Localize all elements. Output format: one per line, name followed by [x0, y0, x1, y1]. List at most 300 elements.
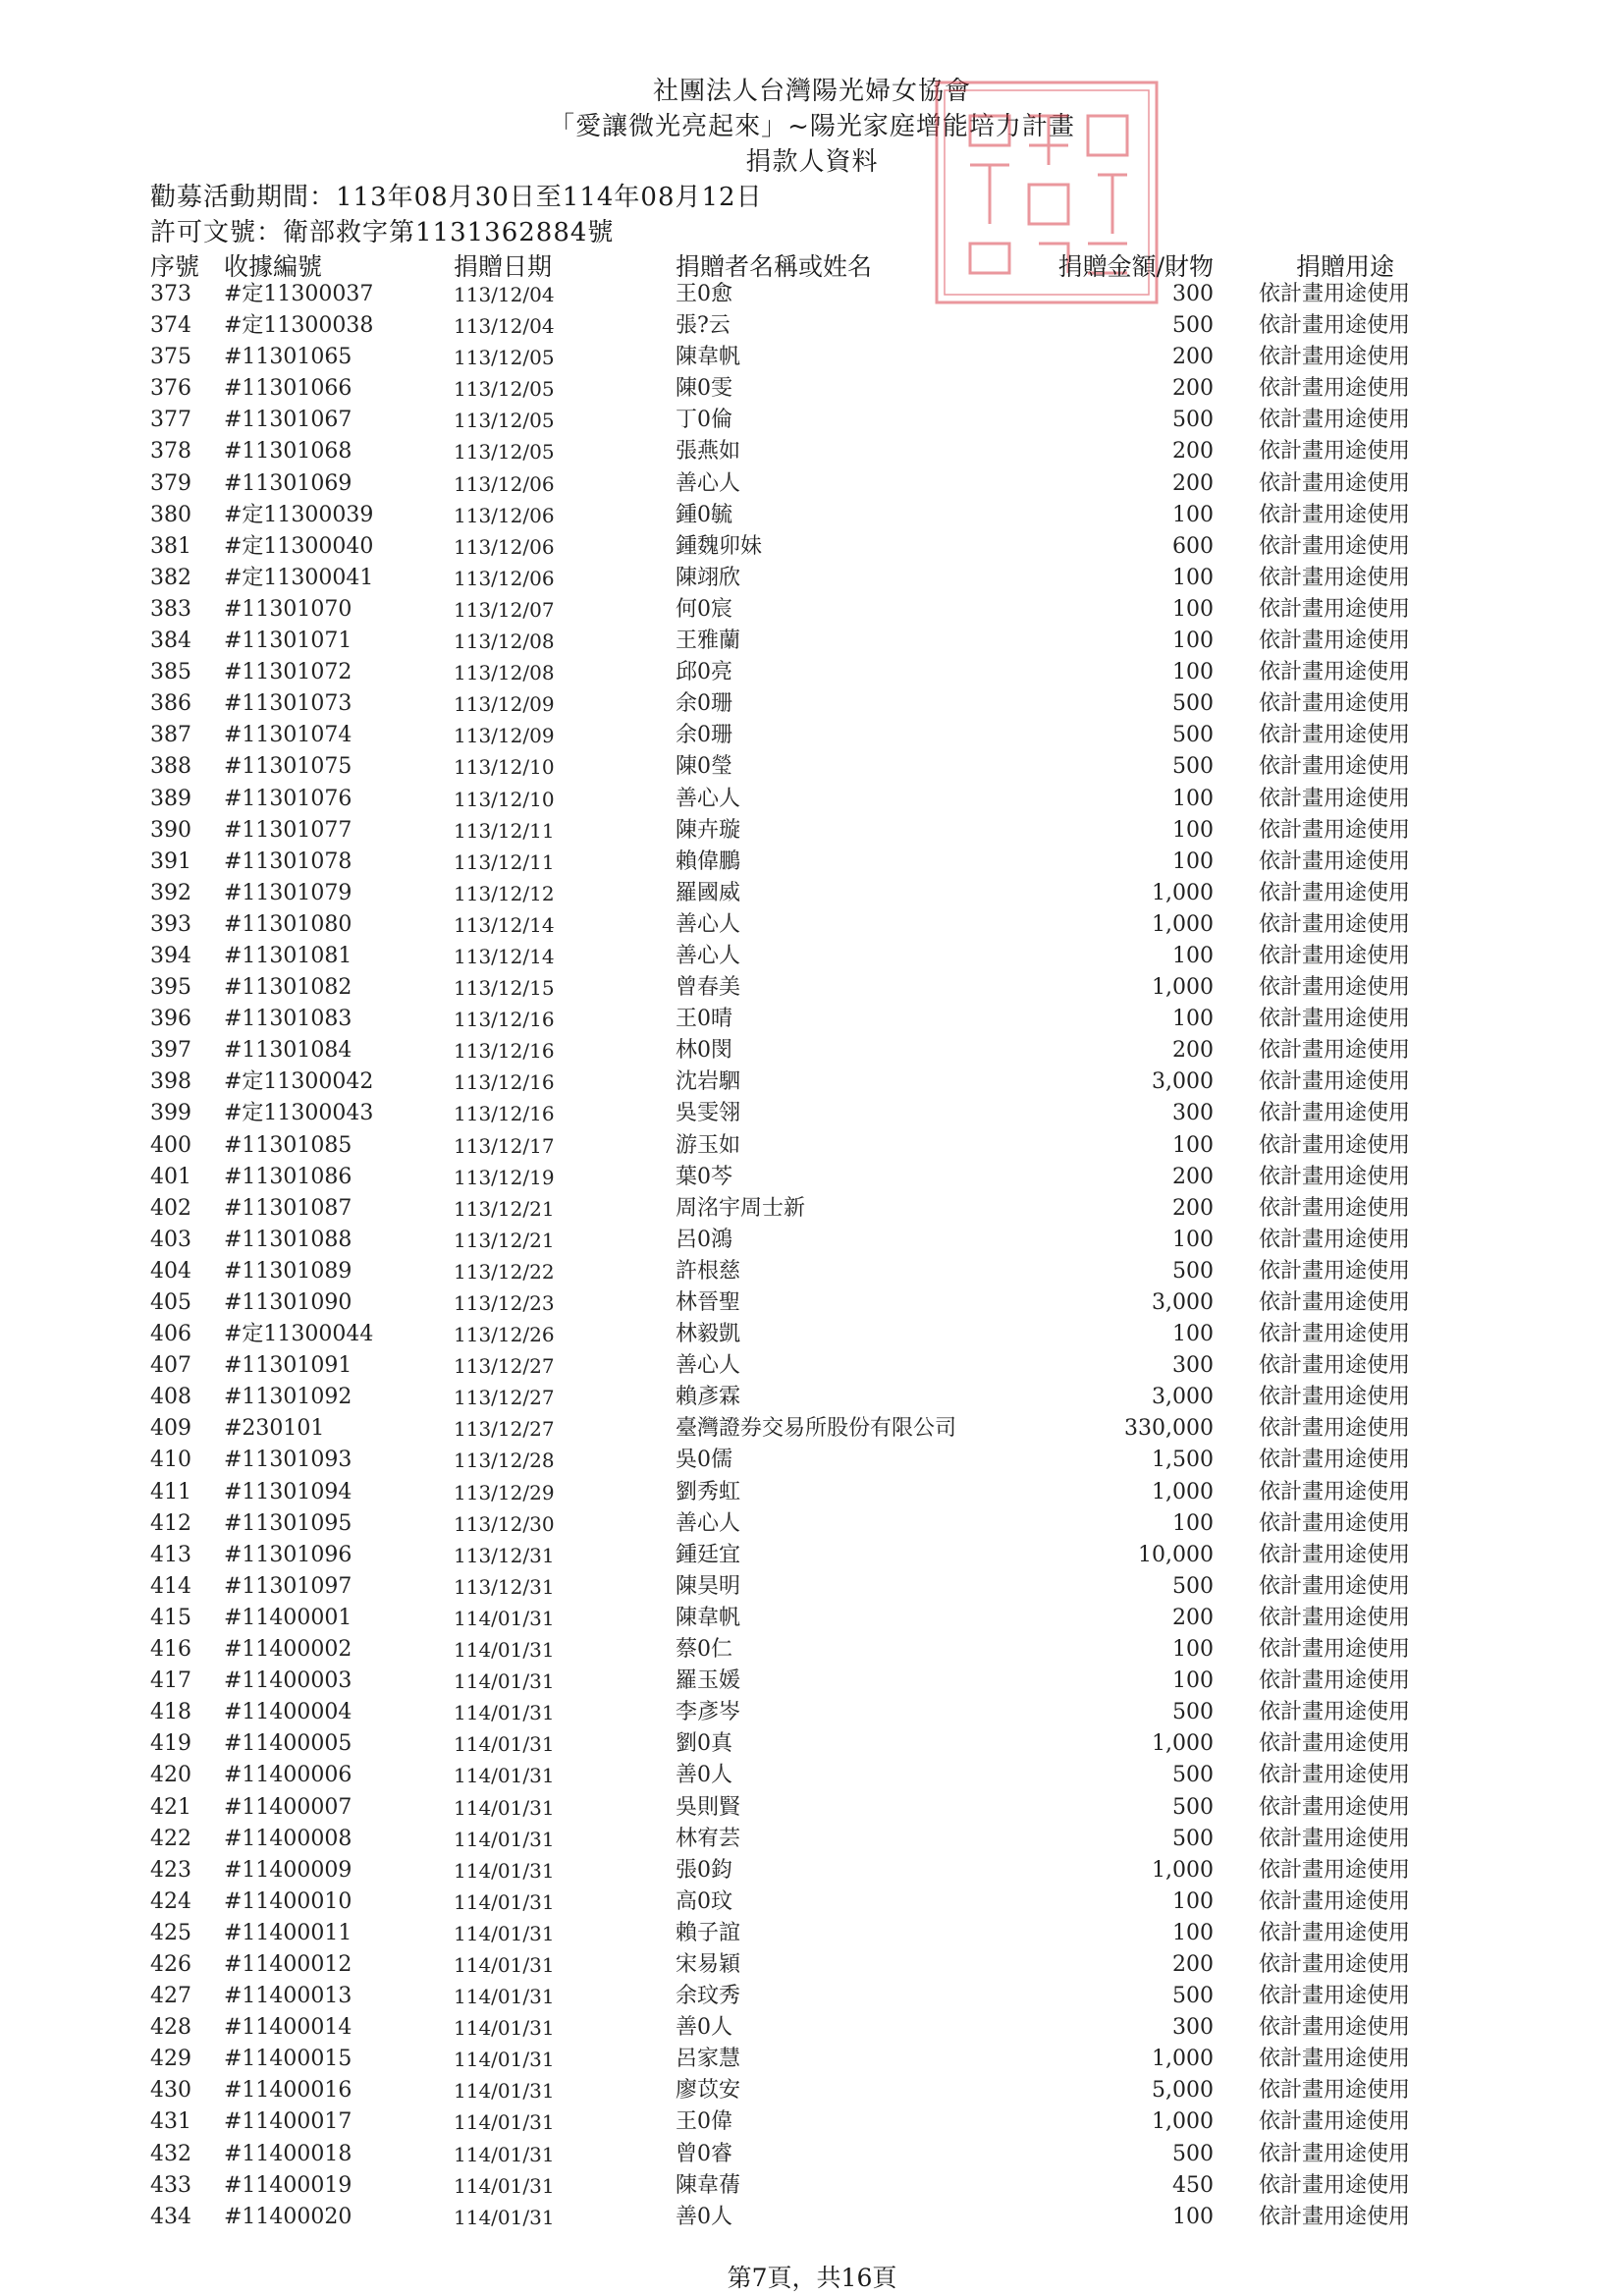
table-row	[0, 1792, 1624, 1824]
row-no: 381	[150, 533, 191, 559]
row-usage: 依計畫用途使用	[1259, 1510, 1411, 1536]
row-usage: 依計畫用途使用	[1259, 1605, 1411, 1630]
row-name: 呂0鴻	[676, 1227, 732, 1252]
page-number: 第7頁，共16頁	[727, 2264, 897, 2292]
row-receipt: #11400009	[224, 1857, 352, 1883]
header-amount: 捐贈金額/財物	[1057, 252, 1214, 281]
row-name: 劉0真	[676, 1731, 732, 1757]
row-receipt: #11301093	[224, 1448, 352, 1473]
table-row	[0, 1728, 1624, 1760]
row-date: 113/12/09	[454, 724, 555, 748]
row-receipt: #11301086	[224, 1164, 352, 1189]
row-usage: 依計畫用途使用	[1259, 943, 1411, 968]
table-row	[0, 2044, 1624, 2075]
row-usage: 依計畫用途使用	[1259, 880, 1411, 905]
row-no: 423	[150, 1857, 191, 1883]
row-receipt: #11400015	[224, 2047, 352, 2072]
row-amount: 1,000	[1152, 1731, 1214, 1757]
row-usage: 依計畫用途使用	[1259, 1479, 1411, 1504]
row-name: 善0人	[676, 2015, 732, 2041]
row-name: 王0偉	[676, 2109, 732, 2135]
row-usage: 依計畫用途使用	[1259, 1227, 1411, 1252]
table-row	[0, 1098, 1624, 1129]
table-row	[0, 2075, 1624, 2106]
table-row	[0, 909, 1624, 941]
row-date: 113/12/10	[454, 787, 555, 811]
table-row	[0, 878, 1624, 909]
row-name: 張?云	[676, 313, 731, 339]
header-receipt: 收據編號	[224, 252, 323, 281]
row-name: 賴子誼	[676, 1920, 741, 1945]
row-amount: 3,000	[1152, 1069, 1214, 1095]
row-no: 421	[150, 1794, 191, 1820]
row-receipt: #11301079	[224, 880, 352, 905]
header-no: 序號	[150, 252, 200, 281]
row-amount: 100	[1172, 629, 1214, 654]
row-amount: 100	[1172, 1007, 1214, 1032]
table-row	[0, 1413, 1624, 1445]
row-receipt: #11301087	[224, 1195, 352, 1221]
row-no: 420	[150, 1763, 191, 1788]
row-date: 113/12/16	[454, 1008, 555, 1032]
row-date: 113/12/16	[454, 1039, 555, 1064]
row-receipt: #11400004	[224, 1700, 352, 1725]
row-receipt: #定11300038	[224, 313, 374, 339]
row-receipt: #11301095	[224, 1510, 352, 1536]
table-row	[0, 1256, 1624, 1287]
table-row	[0, 1603, 1624, 1634]
table-row	[0, 1760, 1624, 1791]
row-date: 114/01/31	[454, 2205, 555, 2229]
row-name: 吳0儒	[676, 1448, 732, 1473]
row-receipt: #11301078	[224, 848, 352, 874]
row-usage: 依計畫用途使用	[1259, 786, 1411, 811]
row-no: 382	[150, 565, 191, 590]
row-date: 113/12/07	[454, 597, 555, 622]
row-name: 劉秀虹	[676, 1479, 741, 1504]
row-usage: 依計畫用途使用	[1259, 1069, 1411, 1095]
row-date: 113/12/11	[454, 818, 555, 843]
row-amount: 200	[1172, 1164, 1214, 1189]
table-row	[0, 941, 1624, 972]
row-name: 陳韋帆	[676, 345, 741, 370]
row-date: 113/12/27	[454, 1417, 555, 1442]
row-usage: 依計畫用途使用	[1259, 1826, 1411, 1851]
row-name: 陳韋蒨	[676, 2172, 741, 2198]
row-receipt: #11301080	[224, 911, 352, 937]
row-name: 許根慈	[676, 1258, 741, 1284]
row-no: 406	[150, 1322, 191, 1347]
row-amount: 100	[1172, 1132, 1214, 1158]
row-date: 113/12/05	[454, 377, 555, 402]
row-usage: 依計畫用途使用	[1259, 439, 1411, 465]
row-date: 114/01/31	[454, 1985, 555, 2009]
row-amount: 500	[1172, 408, 1214, 433]
row-name: 高0玟	[676, 1888, 732, 1914]
row-usage: 依計畫用途使用	[1259, 1101, 1411, 1126]
row-usage: 依計畫用途使用	[1259, 911, 1411, 937]
row-date: 114/01/31	[454, 2016, 555, 2041]
table-row	[0, 1066, 1624, 1098]
row-receipt: #11301096	[224, 1542, 352, 1567]
row-no: 432	[150, 2141, 191, 2166]
row-amount: 100	[1172, 596, 1214, 622]
row-date: 114/01/31	[454, 2079, 555, 2104]
row-date: 113/12/31	[454, 1574, 555, 1599]
row-no: 388	[150, 754, 191, 780]
row-date: 114/01/31	[454, 1921, 555, 1945]
row-no: 419	[150, 1731, 191, 1757]
row-no: 428	[150, 2015, 191, 2041]
row-name: 林宥芸	[676, 1826, 741, 1851]
row-date: 114/01/31	[454, 1764, 555, 1788]
table-row	[0, 1287, 1624, 1319]
row-usage: 依計畫用途使用	[1259, 1353, 1411, 1379]
row-name: 陳0雯	[676, 376, 732, 402]
row-no: 392	[150, 880, 191, 905]
row-amount: 1,000	[1152, 911, 1214, 937]
row-no: 398	[150, 1069, 191, 1095]
row-amount: 1,000	[1152, 1857, 1214, 1883]
row-usage: 依計畫用途使用	[1259, 1920, 1411, 1945]
row-name: 陳韋帆	[676, 1605, 741, 1630]
row-name: 賴偉鵬	[676, 848, 741, 874]
row-date: 114/01/31	[454, 1638, 555, 1663]
row-usage: 依計畫用途使用	[1259, 2172, 1411, 2198]
row-usage: 依計畫用途使用	[1259, 848, 1411, 874]
row-amount: 5,000	[1152, 2078, 1214, 2104]
row-name: 陳翊欣	[676, 565, 741, 590]
row-usage: 依計畫用途使用	[1259, 282, 1411, 306]
row-name: 宋易穎	[676, 1951, 741, 1977]
row-no: 384	[150, 629, 191, 654]
row-usage: 依計畫用途使用	[1259, 1700, 1411, 1725]
row-no: 393	[150, 911, 191, 937]
row-date: 113/12/06	[454, 503, 555, 527]
table-row	[0, 405, 1624, 436]
row-receipt: #11400003	[224, 1668, 352, 1694]
row-no: 412	[150, 1510, 191, 1536]
row-amount: 200	[1172, 1605, 1214, 1630]
org-title: 社團法人台灣陽光婦女協會	[652, 77, 971, 106]
row-date: 113/12/16	[454, 1102, 555, 1126]
row-receipt: #11301091	[224, 1353, 352, 1379]
row-date: 113/12/27	[454, 1386, 555, 1410]
row-usage: 依計畫用途使用	[1259, 1416, 1411, 1442]
row-receipt: #11301097	[224, 1573, 352, 1599]
row-date: 113/12/23	[454, 1291, 555, 1315]
row-amount: 500	[1172, 1984, 1214, 2009]
row-usage: 依計畫用途使用	[1259, 1385, 1411, 1410]
table-row	[0, 1193, 1624, 1225]
table-row	[0, 1035, 1624, 1066]
row-name: 羅國威	[676, 880, 741, 905]
table-header	[0, 247, 1624, 279]
table-row	[0, 1225, 1624, 1256]
row-amount: 1,000	[1152, 975, 1214, 1001]
row-no: 413	[150, 1542, 191, 1567]
table-row	[0, 720, 1624, 751]
row-date: 114/01/31	[454, 1732, 555, 1757]
row-date: 113/12/08	[454, 661, 555, 685]
row-no: 425	[150, 1920, 191, 1945]
row-no: 375	[150, 345, 191, 370]
row-amount: 300	[1172, 1101, 1214, 1126]
row-no: 424	[150, 1888, 191, 1914]
row-name: 沈岩駟	[676, 1069, 741, 1095]
row-amount: 500	[1172, 2141, 1214, 2166]
row-receipt: #11400016	[224, 2078, 352, 2104]
row-usage: 依計畫用途使用	[1259, 596, 1411, 622]
row-amount: 200	[1172, 1951, 1214, 1977]
donor-table-body	[0, 279, 1624, 2233]
row-usage: 依計畫用途使用	[1259, 376, 1411, 402]
row-name: 王0晴	[676, 1007, 732, 1032]
row-receipt: #定11300041	[224, 565, 374, 590]
row-amount: 100	[1172, 1322, 1214, 1347]
row-receipt: #11301084	[224, 1038, 352, 1064]
row-date: 114/01/31	[454, 2110, 555, 2135]
row-amount: 1,500	[1152, 1448, 1214, 1473]
row-date: 113/12/10	[454, 755, 555, 780]
table-row	[0, 2106, 1624, 2138]
table-row	[0, 847, 1624, 878]
table-row	[0, 1445, 1624, 1476]
row-receipt: #定11300044	[224, 1322, 374, 1347]
table-row	[0, 657, 1624, 688]
project-title: 「愛讓微光亮起來」~陽光家庭增能培力計畫	[549, 112, 1075, 141]
row-date: 113/12/29	[454, 1480, 555, 1504]
row-usage: 依計畫用途使用	[1259, 313, 1411, 339]
row-receipt: #11400005	[224, 1731, 352, 1757]
table-row	[0, 468, 1624, 500]
row-amount: 500	[1172, 1700, 1214, 1725]
row-date: 114/01/31	[454, 1889, 555, 1914]
table-row	[0, 972, 1624, 1004]
row-date: 113/12/06	[454, 566, 555, 590]
row-no: 389	[150, 786, 191, 811]
document-title: 捐款人資料	[745, 147, 879, 177]
row-usage: 依計畫用途使用	[1259, 1038, 1411, 1064]
row-name: 賴彥霖	[676, 1385, 741, 1410]
row-receipt: #11301068	[224, 439, 352, 465]
row-usage: 依計畫用途使用	[1259, 1195, 1411, 1221]
row-receipt: #11400020	[224, 2204, 352, 2229]
row-amount: 300	[1172, 2015, 1214, 2041]
row-amount: 100	[1172, 817, 1214, 843]
row-name: 鍾廷宜	[676, 1542, 741, 1567]
row-receipt: #11301067	[224, 408, 352, 433]
row-usage: 依計畫用途使用	[1259, 1857, 1411, 1883]
row-receipt: #11301074	[224, 723, 352, 748]
row-date: 113/12/04	[454, 283, 555, 306]
row-no: 402	[150, 1195, 191, 1221]
row-no: 399	[150, 1101, 191, 1126]
table-row	[0, 1886, 1624, 1918]
header-name: 捐贈者名稱或姓名	[676, 252, 873, 281]
row-name: 陳卉璇	[676, 817, 741, 843]
row-usage: 依計畫用途使用	[1259, 502, 1411, 527]
row-usage: 依計畫用途使用	[1259, 1731, 1411, 1757]
table-row	[0, 1981, 1624, 2012]
row-name: 余玟秀	[676, 1984, 741, 2009]
row-usage: 依計畫用途使用	[1259, 1763, 1411, 1788]
row-name: 善心人	[676, 943, 741, 968]
row-receipt: #定11300043	[224, 1101, 374, 1126]
row-amount: 300	[1172, 282, 1214, 306]
row-amount: 330,000	[1124, 1416, 1214, 1442]
row-no: 418	[150, 1700, 191, 1725]
row-no: 395	[150, 975, 191, 1001]
table-row	[0, 436, 1624, 467]
row-amount: 200	[1172, 376, 1214, 402]
table-row	[0, 2139, 1624, 2170]
row-no: 417	[150, 1668, 191, 1694]
table-row	[0, 1319, 1624, 1350]
row-date: 113/12/04	[454, 314, 555, 339]
row-amount: 200	[1172, 439, 1214, 465]
row-name: 吳雯翎	[676, 1101, 741, 1126]
row-usage: 依計畫用途使用	[1259, 1007, 1411, 1032]
row-name: 羅玉媛	[676, 1668, 741, 1694]
table-row	[0, 1350, 1624, 1382]
row-no: 422	[150, 1826, 191, 1851]
row-usage: 依計畫用途使用	[1259, 345, 1411, 370]
row-usage: 依計畫用途使用	[1259, 2015, 1411, 2041]
table-row	[0, 1130, 1624, 1162]
row-receipt: #11301081	[224, 943, 352, 968]
table-row	[0, 1697, 1624, 1728]
row-usage: 依計畫用途使用	[1259, 660, 1411, 685]
table-row	[0, 1918, 1624, 1949]
row-date: 113/12/05	[454, 440, 555, 465]
row-no: 411	[150, 1479, 191, 1504]
row-receipt: #11301094	[224, 1479, 352, 1504]
row-no: 390	[150, 817, 191, 843]
row-date: 113/12/08	[454, 629, 555, 654]
row-usage: 依計畫用途使用	[1259, 408, 1411, 433]
row-usage: 依計畫用途使用	[1259, 723, 1411, 748]
row-amount: 200	[1172, 1195, 1214, 1221]
row-usage: 依計畫用途使用	[1259, 629, 1411, 654]
row-usage: 依計畫用途使用	[1259, 1951, 1411, 1977]
table-row	[0, 594, 1624, 626]
row-no: 376	[150, 376, 191, 402]
row-date: 114/01/31	[454, 1952, 555, 1977]
row-name: 曾春美	[676, 975, 741, 1001]
row-receipt: #11400001	[224, 1605, 352, 1630]
row-usage: 依計畫用途使用	[1259, 1888, 1411, 1914]
table-row	[0, 1855, 1624, 1886]
row-amount: 1,000	[1152, 2047, 1214, 2072]
row-amount: 500	[1172, 1794, 1214, 1820]
row-amount: 500	[1172, 691, 1214, 717]
table-row	[0, 1382, 1624, 1413]
row-no: 429	[150, 2047, 191, 2072]
row-no: 387	[150, 723, 191, 748]
row-receipt: #11400013	[224, 1984, 352, 2009]
row-usage: 依計畫用途使用	[1259, 1637, 1411, 1663]
row-receipt: #230101	[224, 1416, 325, 1442]
row-date: 113/12/05	[454, 409, 555, 433]
table-row	[0, 751, 1624, 783]
row-no: 433	[150, 2172, 191, 2198]
row-receipt: #11301069	[224, 470, 352, 496]
row-name: 善0人	[676, 1763, 732, 1788]
row-date: 114/01/31	[454, 2173, 555, 2198]
row-usage: 依計畫用途使用	[1259, 1322, 1411, 1347]
row-amount: 100	[1172, 1920, 1214, 1945]
row-name: 蔡0仁	[676, 1637, 732, 1663]
row-no: 414	[150, 1573, 191, 1599]
row-no: 405	[150, 1290, 191, 1315]
row-usage: 依計畫用途使用	[1259, 1573, 1411, 1599]
row-no: 431	[150, 2109, 191, 2135]
row-usage: 依計畫用途使用	[1259, 754, 1411, 780]
table-row	[0, 2012, 1624, 2044]
row-receipt: #定11300037	[224, 282, 374, 306]
row-receipt: #11301065	[224, 345, 352, 370]
row-usage: 依計畫用途使用	[1259, 1132, 1411, 1158]
row-usage: 依計畫用途使用	[1259, 1668, 1411, 1694]
row-name: 善心人	[676, 911, 741, 937]
row-date: 113/12/09	[454, 692, 555, 717]
table-row	[0, 1540, 1624, 1571]
row-amount: 100	[1172, 943, 1214, 968]
row-name: 曾0睿	[676, 2141, 732, 2166]
header-usage: 捐贈用途	[1296, 252, 1395, 281]
table-row	[0, 310, 1624, 342]
row-date: 114/01/31	[454, 1827, 555, 1851]
row-usage: 依計畫用途使用	[1259, 2078, 1411, 2104]
row-no: 400	[150, 1132, 191, 1158]
row-date: 113/12/06	[454, 471, 555, 496]
row-usage: 依計畫用途使用	[1259, 533, 1411, 559]
row-no: 426	[150, 1951, 191, 1977]
row-receipt: #11400010	[224, 1888, 352, 1914]
row-usage: 依計畫用途使用	[1259, 1794, 1411, 1820]
row-receipt: #11400006	[224, 1763, 352, 1788]
row-amount: 500	[1172, 313, 1214, 339]
row-receipt: #11400012	[224, 1951, 352, 1977]
row-amount: 200	[1172, 345, 1214, 370]
row-date: 113/12/26	[454, 1323, 555, 1347]
row-no: 377	[150, 408, 191, 433]
row-amount: 10,000	[1138, 1542, 1214, 1567]
row-no: 410	[150, 1448, 191, 1473]
row-no: 386	[150, 691, 191, 717]
row-amount: 100	[1172, 1510, 1214, 1536]
row-receipt: #11400008	[224, 1826, 352, 1851]
row-date: 113/12/14	[454, 912, 555, 937]
row-name: 周洺宇周士新	[676, 1195, 806, 1221]
row-date: 113/12/14	[454, 944, 555, 968]
row-usage: 依計畫用途使用	[1259, 470, 1411, 496]
row-usage: 依計畫用途使用	[1259, 1258, 1411, 1284]
row-name: 游玉如	[676, 1132, 741, 1158]
row-receipt: #11400014	[224, 2015, 352, 2041]
table-row	[0, 279, 1624, 310]
table-row	[0, 1666, 1624, 1697]
header-date: 捐贈日期	[454, 252, 553, 281]
row-date: 113/12/31	[454, 1543, 555, 1567]
row-usage: 依計畫用途使用	[1259, 1290, 1411, 1315]
row-name: 善心人	[676, 470, 741, 496]
row-usage: 依計畫用途使用	[1259, 1542, 1411, 1567]
row-amount: 500	[1172, 1763, 1214, 1788]
row-no: 430	[150, 2078, 191, 2104]
row-date: 114/01/31	[454, 1795, 555, 1820]
